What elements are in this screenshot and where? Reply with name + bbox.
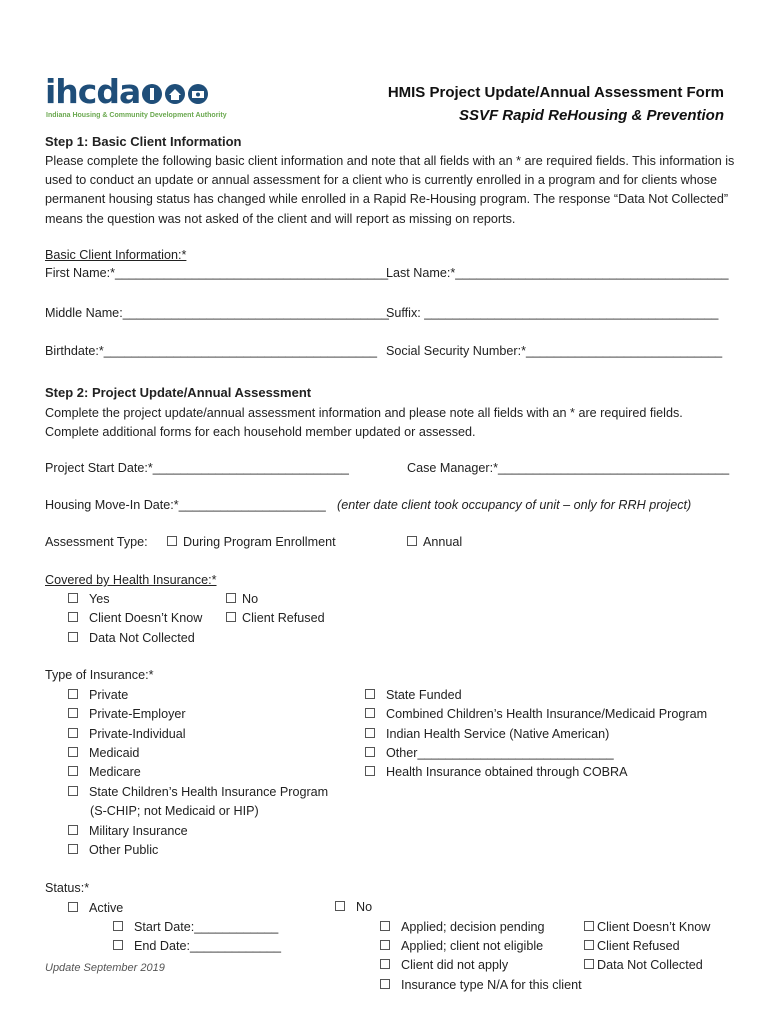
checkbox[interactable] <box>68 766 78 776</box>
status-label: Status:* <box>45 881 90 895</box>
checkbox[interactable] <box>68 825 78 835</box>
covered-insurance-label: Covered by Health Insurance:* <box>45 573 217 587</box>
no-applied-pending-option[interactable]: Applied; decision pending <box>380 920 545 934</box>
ins-medicare-option[interactable]: Medicare <box>68 765 141 779</box>
basic-client-info-label: Basic Client Information:* <box>45 248 187 262</box>
ins-military-option[interactable]: Military Insurance <box>68 824 188 838</box>
no-insurance-na-option[interactable]: Insurance type N/A for this client <box>380 978 582 992</box>
checkbox[interactable] <box>407 536 417 546</box>
ins-private-employer-option[interactable]: Private-Employer <box>68 707 186 721</box>
form-title: HMIS Project Update/Annual Assessment Form <box>387 84 724 101</box>
ihcda-logo <box>45 72 227 119</box>
checkbox[interactable] <box>113 921 123 931</box>
case-manager-field[interactable]: Case Manager:*_________________________________ <box>407 461 730 475</box>
last-name-field[interactable]: Last Name:*_______________________________________ <box>386 266 729 280</box>
checkbox[interactable] <box>167 536 177 546</box>
checkbox[interactable] <box>68 902 78 912</box>
checkbox[interactable] <box>68 632 78 642</box>
checkbox[interactable] <box>68 728 78 738</box>
checkbox[interactable] <box>380 940 390 950</box>
checkbox[interactable] <box>68 593 78 603</box>
checkbox[interactable] <box>68 612 78 622</box>
ins-combined-chip-medicaid-option[interactable]: Combined Children’s Health Insurance/Medicaid Program <box>365 707 707 721</box>
assessment-during-enrollment-option[interactable]: During Program Enrollment <box>167 535 336 549</box>
checkbox[interactable] <box>335 901 345 911</box>
move-in-note: (enter date client took occupancy of unit – only for RRH project) <box>337 498 692 512</box>
no-refused-option[interactable]: Client Refused <box>584 939 680 953</box>
move-in-date-field[interactable]: Housing Move-In Date:*_____________________ <box>45 498 326 512</box>
no-doesnt-know-option[interactable]: Client Doesn’t Know <box>584 920 710 934</box>
covered-refused-option[interactable]: Client Refused <box>226 611 325 625</box>
logo-wordmark: ihcda <box>45 72 141 111</box>
ins-private-option[interactable]: Private <box>68 688 128 702</box>
step2-heading: Step 2: Project Update/Annual Assessment <box>45 385 312 400</box>
checkbox[interactable] <box>380 921 390 931</box>
checkbox[interactable] <box>584 921 594 931</box>
insurance-type-label: Type of Insurance:* <box>45 668 154 682</box>
logo-subtitle: Indiana Housing & Community Development Authority <box>46 112 227 119</box>
assessment-annual-option[interactable]: Annual <box>407 535 462 549</box>
covered-yes-option[interactable]: Yes <box>68 592 110 606</box>
checkbox[interactable] <box>68 844 78 854</box>
ins-state-funded-option[interactable]: State Funded <box>365 688 462 702</box>
step1-intro: Please complete the following basic client information and note that all fields with an * are required fields. This information is used to conduct an update or annual assessment for a client who is currently enrolled in a program and for clients whose permanent housing status has changed while enrolled in a Rapid Re-Housing program. The response “Data Not Collected” means the question was not asked of the client and will report as missing on reports. <box>45 154 735 226</box>
ins-medicaid-option[interactable]: Medicaid <box>68 746 139 760</box>
covered-no-option[interactable]: No <box>226 592 258 606</box>
checkbox[interactable] <box>113 940 123 950</box>
step2-intro: Complete the project update/annual assessment information and please note all fields with an * are required fields. Complete additional forms for each household member updated or assessed. <box>45 406 683 440</box>
checkbox[interactable] <box>365 728 375 738</box>
ins-other-public-option[interactable]: Other Public <box>68 843 158 857</box>
checkbox[interactable] <box>68 689 78 699</box>
update-date: Update September 2019 <box>45 962 165 974</box>
suffix-field[interactable]: Suffix: __________________________________________ <box>386 306 719 320</box>
no-dnc-option[interactable]: Data Not Collected <box>584 958 703 972</box>
checkbox[interactable] <box>380 979 390 989</box>
end-date-field[interactable]: End Date:_____________ <box>113 939 281 953</box>
ins-indian-health-option[interactable]: Indian Health Service (Native American) <box>365 727 609 741</box>
checkbox[interactable] <box>380 959 390 969</box>
checkbox[interactable] <box>68 708 78 718</box>
middle-name-field[interactable]: Middle Name:______________________________________ <box>45 306 389 320</box>
checkbox[interactable] <box>365 747 375 757</box>
start-date-field[interactable]: Start Date:____________ <box>113 920 278 934</box>
covered-doesnt-know-option[interactable]: Client Doesn’t Know <box>68 611 202 625</box>
assessment-type-label: Assessment Type: <box>45 535 148 549</box>
status-no-option[interactable]: No <box>335 900 372 914</box>
checkbox[interactable] <box>365 708 375 718</box>
checkbox[interactable] <box>226 593 236 603</box>
ins-schip-option[interactable]: State Children’s Health Insurance Program <box>68 785 328 799</box>
checkbox[interactable] <box>365 766 375 776</box>
ins-cobra-option[interactable]: Health Insurance obtained through COBRA <box>365 765 628 779</box>
logo-icons <box>142 82 222 106</box>
birthdate-field[interactable]: Birthdate:*_______________________________________ <box>45 344 377 358</box>
status-active-option[interactable]: Active <box>68 901 123 915</box>
covered-dnc-option[interactable]: Data Not Collected <box>68 631 195 645</box>
checkbox[interactable] <box>226 612 236 622</box>
no-did-not-apply-option[interactable]: Client did not apply <box>380 958 508 972</box>
checkbox[interactable] <box>365 689 375 699</box>
checkbox[interactable] <box>584 959 594 969</box>
project-start-date-field[interactable]: Project Start Date:*____________________________ <box>45 461 349 475</box>
no-applied-not-eligible-option[interactable]: Applied; client not eligible <box>380 939 543 953</box>
checkbox[interactable] <box>584 940 594 950</box>
ins-private-individual-option[interactable]: Private-Individual <box>68 727 186 741</box>
form-subtitle: SSVF Rapid ReHousing & Prevention <box>458 107 724 124</box>
ins-other-option[interactable]: Other____________________________ <box>365 746 614 760</box>
step1-heading: Step 1: Basic Client Information <box>45 134 242 149</box>
ins-schip-continuation: (S-CHIP; not Medicaid or HIP) <box>90 804 259 818</box>
first-name-field[interactable]: First Name:*_______________________________________ <box>45 266 389 280</box>
ssn-field[interactable]: Social Security Number:*____________________________ <box>386 344 723 358</box>
checkbox[interactable] <box>68 747 78 757</box>
checkbox[interactable] <box>68 786 78 796</box>
